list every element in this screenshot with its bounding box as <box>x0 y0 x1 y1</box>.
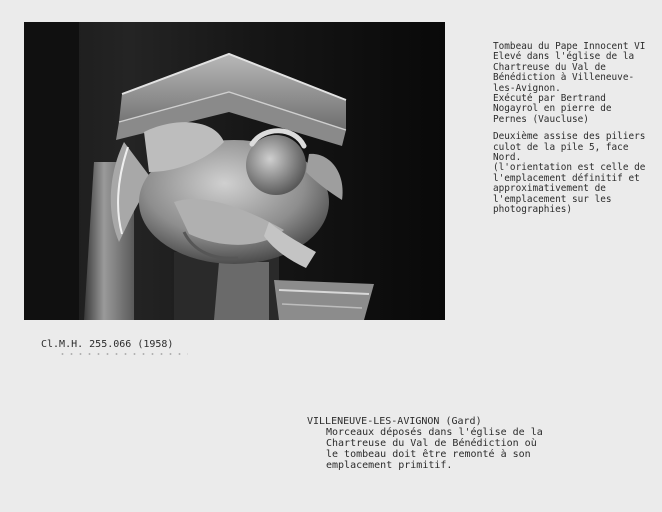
caption-line: Tombeau du Pape Innocent VI <box>493 41 646 52</box>
caption-line: photographies) <box>493 204 573 216</box>
caption-line: Chartreuse du Val de <box>493 61 606 73</box>
caption-line: approximativement de <box>493 183 606 195</box>
caption-line: Deuxième assise des piliers <box>493 131 646 143</box>
caption-line: Nogayrol en pierre de <box>493 103 612 115</box>
photo-reference-number: Cl.M.H. 255.066 (1958) <box>41 339 174 350</box>
location-line: Chartreuse du Val de Bénédiction où <box>326 438 537 449</box>
caption-tomb-description <box>493 42 662 125</box>
caption-line: Nord. <box>493 152 522 164</box>
caption-line: Bénédiction à Villeneuve- <box>493 72 635 84</box>
caption-location-description <box>493 132 662 215</box>
photo-caption <box>493 42 662 223</box>
caption-line: (l'orientation est celle de <box>493 162 646 174</box>
caption-line: l'emplacement définitif et <box>493 172 640 184</box>
location-line: Morceaux déposés dans l'église de la <box>326 427 543 438</box>
left-shadow <box>24 22 79 320</box>
caption-line: Exécuté par Bertrand <box>493 93 606 105</box>
caption-line: Pernes (Vaucluse) <box>493 113 589 125</box>
location-line: emplacement primitif. <box>326 460 453 471</box>
lower-pillar <box>214 262 269 320</box>
caption-line: culot de la pile 5, face <box>493 141 629 153</box>
lower-right-molding <box>274 280 374 320</box>
location-heading: VILLENEUVE-LES-AVIGNON (Gard) <box>307 416 482 427</box>
caption-line: les-Avignon. <box>493 82 561 94</box>
sculpture-photograph <box>24 22 445 320</box>
corbel-sculpture-image <box>24 22 445 320</box>
location-line: le tombeau doit être remonté à son <box>326 449 531 460</box>
dotted-marks <box>58 352 188 356</box>
caption-line: Elevé dans l'église de la <box>493 51 635 63</box>
location-note <box>307 416 543 471</box>
caption-line: l'emplacement sur les <box>493 193 612 205</box>
